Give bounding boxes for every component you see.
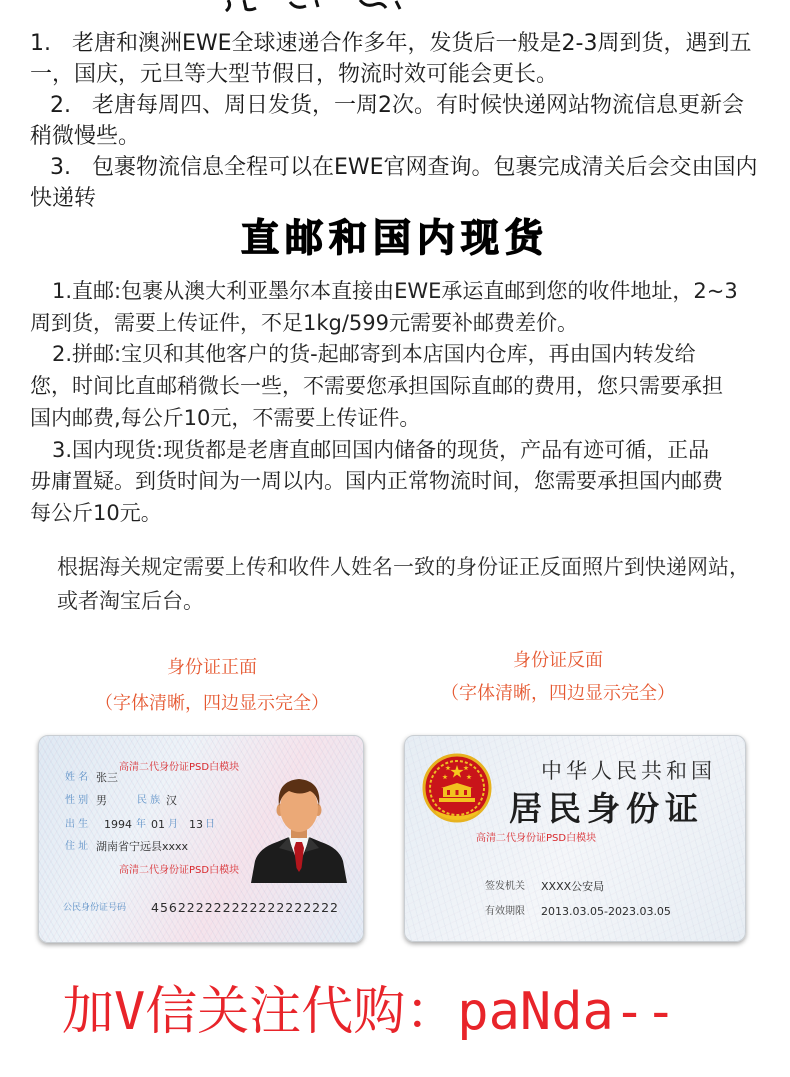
option-1-line-1: 1.直邮:包裹从澳大利亚墨尔本直接由EWE承运直邮到您的收件地址，2~3 (52, 279, 738, 303)
birth-month: 01 (151, 818, 165, 831)
logistics-notes (30, 28, 770, 214)
note-3-line-2: 快递转 (30, 186, 97, 211)
address-value: 湖南省宁远县xxxx (96, 840, 189, 853)
option-3-line-1: 3.国内现货:现货都是老唐直邮回国内储备的现货，产品有迹可循，正品 (52, 437, 710, 462)
note-2-line-2: 稍微慢些。 (30, 124, 141, 149)
customs-line-2: 或者淘宝后台。 (57, 589, 204, 613)
id-front-caption (82, 657, 342, 715)
name-label: 姓 名 (65, 772, 89, 783)
note-2-line-1: 2. 老唐每周四、周日发货，一周2次。有时候快递网站物流信息更新会 (50, 93, 744, 118)
id-number-label: 公民身份证号码 (63, 903, 127, 913)
shipping-heading: 直邮和国内现货 (240, 216, 549, 260)
id-card-front (38, 735, 364, 943)
note-1-line-1: 1. 老唐和澳洲EWE全球速递合作多年，发货后一般是2-3周到货，遇到五 (30, 31, 752, 56)
id-number-value: 456222222222222222222 (151, 900, 340, 915)
year-unit: 年 (136, 819, 146, 830)
id-front-hint: （字体清晰，四边显示完全） (95, 693, 329, 714)
footer-cta: 加V信关注代购：paNda-- (62, 982, 677, 1042)
month-unit: 月 (168, 819, 178, 830)
ethnicity-label: 民 族 (137, 795, 161, 806)
id-front-watermark-repeat: 高清二代身份证PSD白模块 (119, 865, 240, 876)
validity-label: 有效期限 (485, 906, 525, 917)
authority-label: 签发机关 (485, 881, 525, 892)
note-3-line-1: 3. 包裹物流信息全程可以在EWE官网查询。包裹完成清关后会交由国内 (50, 155, 758, 180)
validity-value: 2013.03.05-2023.03.05 (541, 905, 671, 918)
address-label: 住 址 (65, 841, 89, 852)
option-2-line-3: 国内邮费,每公斤10元，不需要上传证件。 (30, 405, 421, 430)
id-front-title: 身份证正面 (167, 657, 257, 678)
id-back-title: 身份证反面 (513, 650, 603, 671)
birth-year: 1994 (104, 818, 132, 831)
name-value: 张三 (96, 771, 118, 784)
customs-notice (57, 550, 777, 618)
ethnicity-value: 汉 (166, 794, 177, 807)
option-2-line-1: 2.拼邮:宝贝和其他客户的货-起邮寄到本店国内仓库，再由国内转发给 (52, 342, 696, 367)
option-3-line-3: 每公斤10元。 (30, 500, 162, 525)
id-back-caption (428, 650, 688, 705)
country-name: 中华人民共和国 (541, 759, 716, 783)
gender-label: 性 别 (65, 795, 89, 806)
option-3-line-2: 毋庸置疑。到货时间为一周以内。国内正常物流时间，您需要承担国内邮费 (30, 469, 723, 494)
authority-value: XXXX公安局 (541, 880, 605, 893)
gender-value: 男 (96, 794, 107, 807)
birth-day: 13 (189, 818, 203, 831)
id-front-watermark: 高清二代身份证PSD白模块 (119, 762, 240, 773)
option-2-line-2: 您，时间比直邮稍微长一些，不需要您承担国际直邮的费用，您只需要承担 (30, 374, 723, 399)
customs-line-1: 根据海关规定需要上传和收件人姓名一致的身份证正反面照片到快递网站， (57, 555, 750, 579)
shipping-options (30, 276, 770, 530)
option-1-line-2: 周到货，需要上传证件，不足1kg/599元需要补邮费差价。 (30, 310, 579, 335)
id-back-watermark: 高清二代身份证PSD白模块 (476, 833, 597, 844)
person-portrait-icon (249, 768, 349, 883)
national-emblem-icon (421, 752, 493, 824)
birth-label: 出 生 (65, 819, 89, 830)
id-back-hint: （字体清晰，四边显示完全） (441, 683, 675, 704)
card-name: 居民身份证 (509, 789, 704, 828)
day-unit: 日 (205, 819, 215, 830)
note-1-line-2: 一，国庆，元旦等大型节假日，物流时效可能会更长。 (30, 62, 559, 87)
cut-off-heading-fragment (220, 0, 410, 12)
id-card-back (404, 735, 746, 942)
